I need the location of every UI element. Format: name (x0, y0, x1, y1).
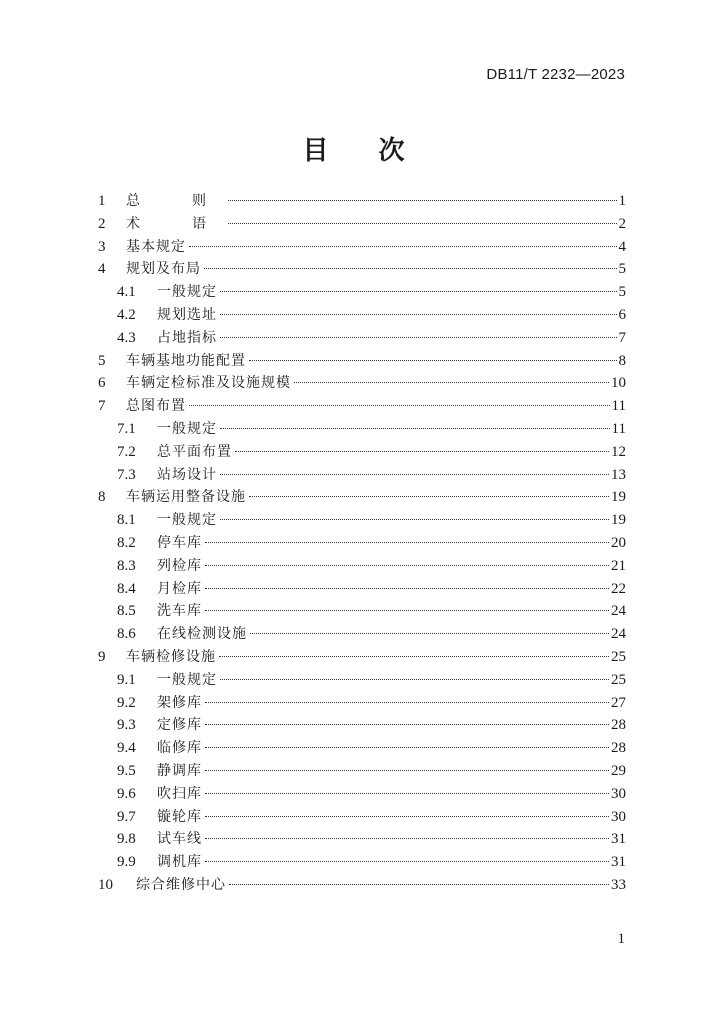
toc-entry-number: 9.7 (117, 808, 136, 825)
dot-leader (205, 702, 609, 703)
toc-title (0, 130, 707, 167)
toc-entry-page: 4 (618, 238, 626, 255)
toc-entry-title: 洗车库 (157, 603, 202, 620)
toc-entry-page: 1 (618, 193, 626, 209)
dot-leader (205, 565, 609, 566)
dot-leader (205, 588, 609, 589)
toc-entry-page: 30 (611, 808, 626, 825)
toc-entry[interactable] (98, 327, 626, 350)
toc-entry-title: 术 语 (126, 215, 225, 232)
toc-entry-page: 13 (611, 466, 626, 483)
toc-entry-number: 10 (98, 876, 113, 893)
toc-entry-number: 4.1 (117, 284, 136, 301)
toc-entry-page: 11 (611, 398, 626, 415)
toc-entry-page: 24 (611, 626, 626, 643)
toc-entry-number: 4 (98, 261, 106, 278)
dot-leader (205, 838, 609, 839)
toc-entry[interactable] (98, 213, 626, 236)
toc-entry-number: 5 (98, 352, 106, 369)
table-of-contents (98, 190, 626, 897)
toc-entry-page: 25 (611, 671, 626, 688)
toc-entry[interactable] (98, 395, 626, 418)
toc-entry-page: 33 (611, 876, 626, 893)
toc-entry-page: 2 (618, 215, 626, 232)
toc-entry-title: 站场设计 (157, 466, 217, 483)
dot-leader (220, 291, 617, 292)
toc-entry[interactable] (98, 783, 626, 806)
dot-leader (294, 382, 609, 383)
toc-entry[interactable] (98, 806, 626, 829)
toc-entry-page: 25 (611, 648, 626, 665)
toc-title-char-1: 目 (302, 136, 329, 166)
toc-entry[interactable] (98, 258, 626, 281)
toc-entry-number: 7.2 (117, 443, 136, 460)
toc-entry[interactable] (98, 532, 626, 555)
toc-entry-title: 总 则 (126, 193, 225, 209)
dot-leader (205, 816, 609, 817)
dot-leader (220, 337, 617, 338)
toc-entry-page: 28 (611, 717, 626, 734)
toc-entry[interactable] (98, 441, 626, 464)
toc-entry-title: 调机库 (157, 854, 202, 871)
dot-leader (220, 474, 609, 475)
toc-entry-number: 6 (98, 375, 106, 392)
dot-leader (205, 770, 609, 771)
toc-entry-number: 8.1 (117, 512, 136, 529)
standard-code: DB11/T 2232—2023 (486, 66, 625, 83)
toc-entry-page: 21 (611, 557, 626, 574)
toc-entry-number: 7.3 (117, 466, 136, 483)
toc-entry-page: 20 (611, 534, 626, 551)
toc-entry-page: 12 (611, 443, 626, 460)
dot-leader (189, 246, 617, 247)
toc-entry-number: 8.3 (117, 557, 136, 574)
toc-entry-number: 9.2 (117, 694, 136, 711)
toc-entry[interactable] (98, 555, 626, 578)
toc-entry-title: 停车库 (157, 534, 202, 551)
toc-entry-title: 车辆运用整备设施 (126, 489, 246, 506)
toc-entry-number: 9.6 (117, 785, 136, 802)
dot-leader (250, 633, 609, 634)
toc-entry-title: 一般规定 (157, 284, 217, 301)
toc-entry-number: 9.8 (117, 831, 136, 848)
page-number: 1 (617, 931, 625, 947)
toc-entry-title: 在线检测设施 (157, 626, 247, 643)
toc-entry-page: 31 (611, 831, 626, 848)
toc-entry-page: 11 (611, 420, 626, 437)
dot-leader (205, 861, 609, 862)
toc-entry-page: 8 (618, 352, 626, 369)
toc-entry-number: 9.1 (117, 671, 136, 688)
toc-entry-number: 8 (98, 489, 106, 506)
toc-title-char-2: 次 (378, 136, 405, 166)
toc-entry-number: 8.5 (117, 603, 136, 620)
dot-leader (228, 200, 617, 201)
toc-entry[interactable] (98, 737, 626, 760)
toc-entry-number: 8.4 (117, 580, 136, 597)
toc-entry[interactable] (98, 646, 626, 669)
toc-entry[interactable] (98, 372, 626, 395)
toc-entry-title: 镟轮库 (157, 808, 202, 825)
toc-entry-page: 29 (611, 762, 626, 779)
dot-leader (204, 268, 617, 269)
toc-entry-number: 7.1 (117, 420, 136, 437)
toc-entry[interactable] (98, 304, 626, 327)
toc-entry-title: 一般规定 (157, 671, 217, 688)
toc-entry-number: 8.6 (117, 626, 136, 643)
toc-entry-number: 2 (98, 215, 106, 232)
toc-entry[interactable] (98, 281, 626, 304)
toc-entry[interactable] (98, 828, 626, 851)
toc-entry[interactable] (98, 236, 626, 259)
toc-entry-title: 车辆定检标准及设施规模 (126, 375, 291, 392)
dot-leader (205, 610, 609, 611)
toc-entry-number: 3 (98, 238, 106, 255)
toc-entry-title: 规划选址 (157, 306, 217, 323)
toc-entry-page: 24 (611, 603, 626, 620)
toc-entry-number: 7 (98, 398, 106, 415)
dot-leader (249, 496, 609, 497)
toc-entry-title: 架修库 (157, 694, 202, 711)
toc-entry-title: 基本规定 (126, 238, 186, 255)
toc-entry[interactable] (98, 874, 626, 897)
dot-leader (220, 314, 617, 315)
toc-entry[interactable] (98, 509, 626, 532)
dot-leader (220, 428, 610, 429)
toc-entry-number: 1 (98, 193, 106, 209)
dot-leader (220, 519, 609, 520)
toc-entry-number: 4.2 (117, 306, 136, 323)
toc-entry-title: 总平面布置 (157, 443, 232, 460)
toc-entry-number: 4.3 (117, 329, 136, 346)
toc-entry-page: 28 (611, 740, 626, 757)
toc-entry-number: 9.9 (117, 854, 136, 871)
dot-leader (249, 360, 617, 361)
toc-entry[interactable] (98, 350, 626, 373)
toc-entry[interactable] (98, 578, 626, 601)
toc-entry-page: 6 (618, 306, 626, 323)
toc-entry-page: 19 (611, 512, 626, 529)
toc-entry-title: 占地指标 (157, 329, 217, 346)
toc-entry[interactable] (98, 714, 626, 737)
toc-entry-title: 综合维修中心 (136, 876, 226, 893)
toc-entry-title: 车辆检修设施 (126, 648, 216, 665)
toc-entry-title: 临修库 (157, 740, 202, 757)
toc-entry[interactable] (98, 418, 626, 441)
toc-entry-number: 9.3 (117, 717, 136, 734)
toc-entry[interactable] (98, 190, 626, 213)
toc-entry-title: 定修库 (157, 717, 202, 734)
toc-entry-title: 列检库 (157, 557, 202, 574)
toc-entry-title: 月检库 (157, 580, 202, 597)
toc-entry-title: 总图布置 (126, 398, 186, 415)
toc-entry-page: 19 (611, 489, 626, 506)
toc-entry-number: 9 (98, 648, 106, 665)
toc-entry-title: 吹扫库 (157, 785, 202, 802)
toc-entry-title: 规划及布局 (126, 261, 201, 278)
toc-entry-title: 车辆基地功能配置 (126, 352, 246, 369)
dot-leader (235, 451, 609, 452)
toc-entry-title: 一般规定 (157, 512, 217, 529)
toc-entry-title: 试车线 (157, 831, 202, 848)
toc-entry[interactable] (98, 600, 626, 623)
toc-entry-title: 静调库 (157, 762, 202, 779)
toc-entry-page: 10 (611, 375, 626, 392)
toc-entry-number: 9.4 (117, 740, 136, 757)
toc-entry[interactable] (98, 486, 626, 509)
dot-leader (189, 405, 610, 406)
toc-entry[interactable] (98, 760, 626, 783)
toc-entry[interactable] (98, 464, 626, 487)
dot-leader (205, 793, 609, 794)
toc-entry-page: 5 (618, 261, 626, 278)
dot-leader (219, 656, 609, 657)
toc-entry[interactable] (98, 623, 626, 646)
toc-entry-page: 31 (611, 854, 626, 871)
toc-entry-page: 27 (611, 694, 626, 711)
toc-entry-page: 7 (618, 329, 626, 346)
toc-entry-page: 5 (618, 284, 626, 301)
toc-entry-number: 9.5 (117, 762, 136, 779)
dot-leader (228, 223, 617, 224)
toc-entry[interactable] (98, 669, 626, 692)
toc-entry[interactable] (98, 851, 626, 874)
toc-entry-page: 30 (611, 785, 626, 802)
dot-leader (229, 884, 609, 885)
dot-leader (205, 542, 609, 543)
toc-entry[interactable] (98, 692, 626, 715)
toc-entry-title: 一般规定 (157, 420, 217, 437)
dot-leader (205, 747, 609, 748)
dot-leader (220, 679, 609, 680)
toc-entry-number: 8.2 (117, 534, 136, 551)
toc-entry-page: 22 (611, 580, 626, 597)
dot-leader (205, 724, 609, 725)
